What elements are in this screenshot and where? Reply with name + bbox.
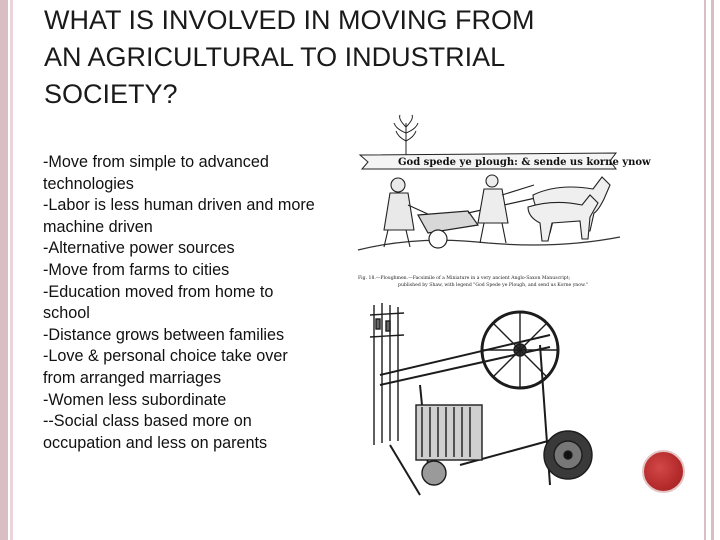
illustration-caption: Fig. 18.—Ploughmen.—Facsimile of a Miniature in a very ancient Anglo-Saxon Manuscript; — [358, 276, 571, 281]
spinning-machine-illustration — [360, 295, 605, 510]
ground — [358, 237, 620, 250]
spinning-wheel — [482, 312, 558, 388]
body-line: --Social class based more on — [43, 412, 252, 431]
drafting-box — [416, 405, 482, 485]
body-line: -Education moved from home to — [43, 282, 274, 301]
body-line: -Move from farms to cities — [43, 260, 230, 279]
body-line: -Labor is less human driven and more — [43, 196, 315, 215]
ploughmen-illustration — [358, 115, 651, 290]
title-line: WHAT IS INVOLVED IN MOVING FROM — [44, 5, 535, 35]
plant-ornament — [394, 115, 418, 155]
body-line: school — [43, 304, 90, 323]
driver-figure — [478, 175, 534, 243]
body-line: technologies — [43, 174, 134, 193]
body-line: -Love & personal choice take over — [43, 347, 288, 366]
body-line: -Alternative power sources — [43, 239, 235, 258]
flywheel — [544, 431, 592, 479]
oxen — [528, 177, 610, 241]
slide-title — [44, 2, 644, 113]
body-line: occupation and less on parents — [43, 433, 268, 452]
decorative-red-circle — [642, 450, 685, 493]
body-line: from arranged marriages — [43, 368, 222, 387]
illustration-caption-2: published by Shaw, with legend "God Spede ye Plough, and send us Korne ynow." — [398, 283, 588, 288]
body-line: -Distance grows between families — [43, 325, 285, 344]
banner-text: God spede ye plough: & sende us korne ynow — [398, 157, 651, 168]
body-line: -Women less subordinate — [43, 390, 227, 409]
title-line: SOCIETY? — [44, 79, 178, 109]
left-frame-border — [0, 0, 10, 540]
ploughman-figure — [384, 178, 430, 247]
body-line: machine driven — [43, 217, 153, 236]
slide-body-text — [43, 152, 353, 454]
right-frame-inner-line — [711, 0, 714, 540]
left-frame-inner-line — [10, 0, 13, 540]
title-line: AN AGRICULTURAL TO INDUSTRIAL — [44, 42, 506, 72]
body-line: -Move from simple to advanced — [43, 153, 269, 171]
